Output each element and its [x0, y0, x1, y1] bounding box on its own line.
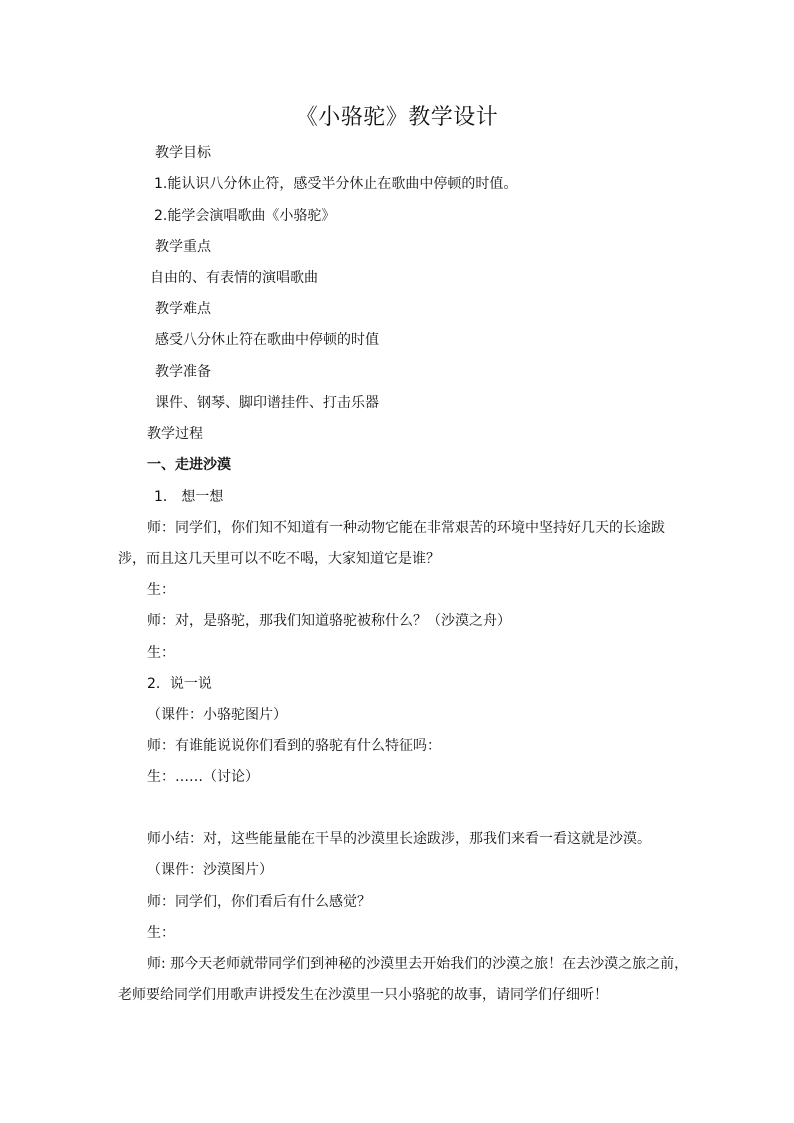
paragraph-line: 老师要给同学们用歌声讲授发生在沙漠里一只小骆驼的故事，请同学们仔细听！ — [118, 987, 608, 1003]
goal-item-2: 2.能学会演唱歌曲《小骆驼》 — [154, 208, 336, 224]
heading-preparation: 教学准备 — [155, 364, 211, 380]
paragraph-line: 涉，而且这几天里可以不吃不喝，大家知道它是谁？ — [118, 551, 440, 567]
paragraph-line: 生： — [147, 925, 175, 941]
heading-teaching-goals: 教学目标 — [155, 145, 211, 161]
paragraph-line: （课件：沙漠图片） — [147, 862, 273, 878]
paragraph-line: 师: 那今天老师就带同学们到神秘的沙漠里去开始我们的沙漠之旅！在去沙漠之旅之前， — [147, 956, 689, 972]
key-points-text: 自由的、有表情的演唱歌曲 — [150, 270, 318, 286]
paragraph-line: 生： — [147, 582, 175, 598]
step-heading-2: 2．说一说 — [147, 676, 212, 692]
difficulties-text: 感受八分休止符在歌曲中停顿的时值 — [155, 332, 379, 348]
paragraph-line: （课件：小骆驼图片） — [147, 707, 287, 723]
section-heading-1: 一、走进沙漠 — [147, 457, 231, 473]
goal-item-1: 1.能认识八分休止符，感受半分休止在歌曲中停顿的时值。 — [154, 176, 518, 192]
document-title: 《小骆驼》教学设计 — [295, 105, 499, 130]
paragraph-line: 师小结：对，这些能量能在干旱的沙漠里长途跋涉，那我们来看一看这就是沙漠。 — [147, 831, 651, 847]
paragraph-line: 师：对，是骆驼，那我们知道骆驼被称什么？（沙漠之舟） — [147, 613, 511, 629]
heading-key-points: 教学重点 — [155, 239, 211, 255]
paragraph-line: 生： — [147, 645, 175, 661]
heading-process: 教学过程 — [147, 426, 203, 442]
paragraph-line: 师：同学们，你们知不知道有一种动物它能在非常艰苦的环境中坚持好几天的长途跋 — [147, 520, 665, 536]
preparation-text: 课件、钢琴、脚印谱挂件、打击乐器 — [155, 395, 379, 411]
paragraph-line: 生：……（讨论） — [147, 769, 259, 785]
step-heading-1: 1． 想一想 — [154, 489, 224, 505]
paragraph-line: 师：有谁能说说你们看到的骆驼有什么特征吗： — [147, 738, 441, 754]
paragraph-line: 师：同学们，你们看后有什么感觉？ — [147, 894, 371, 910]
heading-difficulties: 教学难点 — [155, 301, 211, 317]
